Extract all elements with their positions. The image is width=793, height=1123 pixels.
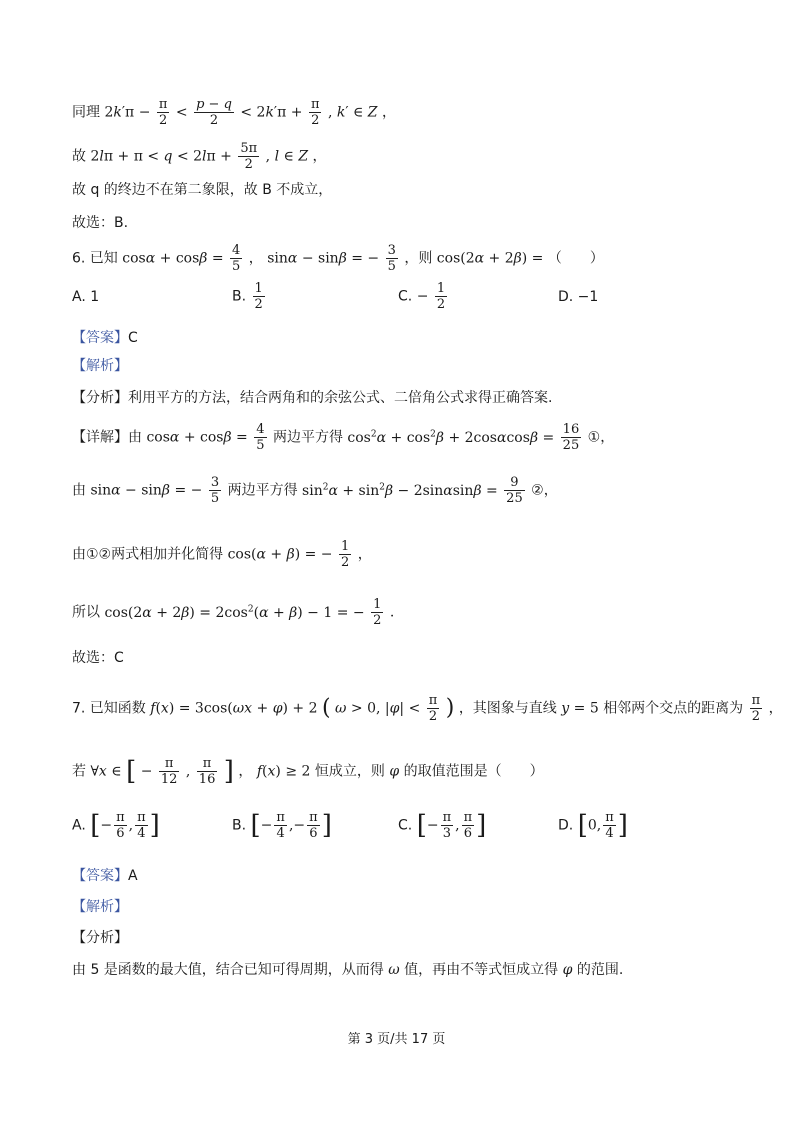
fraction: $\frac{\pi}{6}$ (116, 810, 125, 841)
formula: cos(α + β) = − (227, 546, 333, 563)
last-line (72, 960, 623, 980)
fraction: $\frac{\pi}{2}$ (310, 97, 320, 128)
formula: sinα − sinβ = − (267, 250, 380, 267)
fraction: $\frac{\pi}{16}$ (198, 756, 216, 787)
option-b (232, 810, 332, 841)
fraction: $\frac{9}{25}$ (506, 475, 523, 506)
option-a (72, 810, 160, 841)
text: ②， (531, 482, 558, 499)
fraction: $\frac{\pi}{2}$ (751, 693, 761, 724)
fraction: $\frac{\pi}{4}$ (605, 810, 614, 841)
fraction: $\frac{\pi}{2}$ (428, 693, 438, 724)
text: ， (381, 104, 396, 121)
detail-line-2 (72, 475, 558, 506)
formula: 0, (587, 817, 602, 834)
text: 若 (72, 763, 86, 780)
bracket: [ (126, 756, 137, 787)
choice-6: 故选：C (72, 650, 124, 666)
text: ， (312, 148, 327, 165)
text: 所以 (72, 604, 100, 621)
bracket: [ (416, 810, 427, 841)
formula: , l ∈ Z (265, 148, 309, 165)
text: D. (558, 817, 574, 834)
fraction: $\frac{p - q}{2}$ (196, 97, 232, 128)
text: 由 (128, 429, 142, 446)
text: 的取值范围是（ ） (403, 763, 544, 780)
formula: $\sin^2\alpha + \sin^2\beta - 2\sin\alpha\sin\beta$ = (302, 481, 498, 499)
bracket: ] (617, 810, 628, 841)
formula: ω (388, 962, 400, 978)
bracket: ] (223, 756, 234, 787)
text: C. (398, 288, 413, 305)
formula: , (455, 817, 460, 834)
text: 恒成立，则 (314, 763, 385, 780)
formula: cosα + cosβ = (146, 429, 248, 446)
formula: , (128, 817, 134, 834)
answer-7 (72, 866, 138, 886)
fraction: $\frac{1}{2}$ (373, 597, 382, 628)
analysis-6: 【解析】 (72, 358, 128, 374)
answer-value: A (128, 868, 138, 884)
answer-6 (72, 328, 138, 348)
formula: sinα − sinβ = − (90, 482, 203, 499)
text: C. (398, 817, 413, 834)
bracket: ] (149, 810, 160, 841)
option-a: A. 1 (72, 289, 100, 305)
text: 同理 (72, 104, 100, 121)
formula: , (185, 763, 191, 780)
text: 由 (72, 482, 86, 499)
text: 相邻两个交点的距离为 (603, 700, 744, 717)
text: 利用平方的方法，结合两角和的余弦公式、二倍角公式求得正确答案. (128, 390, 553, 406)
formula: 2k′π − (104, 104, 151, 121)
formula: ω > 0, |φ| < (335, 700, 421, 717)
text: 故 (72, 148, 86, 165)
option-b (232, 281, 267, 312)
question-7 (72, 693, 783, 724)
fraction: $\frac{1}{2}$ (254, 281, 263, 312)
text: 【分析】 (72, 390, 128, 406)
formula: < 2k′π + (240, 104, 303, 121)
text: 两边平方得 (227, 482, 298, 499)
fraction: $\frac{3}{5}$ (387, 243, 396, 274)
formula: f(x) = 3cos(ωx + φ) + 2 (150, 700, 318, 717)
formula: 2lπ + π < q < 2lπ + (90, 148, 232, 165)
paren: ) (445, 695, 455, 721)
fraction: $\frac{\pi}{2}$ (158, 97, 168, 128)
option-d (558, 810, 628, 841)
text: ， (768, 700, 783, 717)
answer-tag: 【答案】 (72, 868, 128, 884)
formula: ∀x ∈ (90, 763, 122, 780)
bracket: ] (476, 810, 487, 841)
analysis-summary-7: 【分析】 (72, 930, 128, 946)
text: ， (238, 763, 253, 780)
bracket: [ (250, 810, 261, 841)
formula: cosα + cosβ = (122, 250, 224, 267)
text: ①， (587, 429, 615, 446)
analysis-7: 【解析】 (72, 899, 128, 915)
formula: − (426, 817, 439, 834)
formula: − (100, 817, 113, 834)
fraction: $\frac{3}{5}$ (210, 475, 220, 506)
fraction: $\frac{\pi}{3}$ (442, 810, 452, 841)
formula: . (389, 604, 395, 621)
text: 【详解】 (72, 429, 128, 446)
bracket: [ (577, 810, 588, 841)
formula: $\cos(2\alpha + 2\beta) = 2\cos^2(\alpha + \beta) - 1$ = − (104, 603, 365, 621)
formula: ,− (288, 817, 306, 834)
answer-value: C (128, 330, 138, 346)
detail-line-1 (72, 422, 614, 453)
fraction: $\frac{\pi}{6}$ (463, 810, 473, 841)
formula: < (175, 104, 188, 121)
formula: , k′ ∈ Z (327, 104, 378, 121)
bracket: [ (90, 810, 101, 841)
page-footer: 第 3 页/共 17 页 (347, 1032, 446, 1047)
text: ， (357, 546, 372, 563)
formula: − (140, 763, 153, 780)
fraction: $\frac{16}{25}$ (562, 422, 580, 453)
fraction: $\frac{5\pi}{2}$ (240, 141, 258, 172)
line-2 (72, 141, 327, 172)
text: 的范围. (576, 962, 624, 978)
fraction: $\frac{\pi}{6}$ (309, 810, 318, 841)
question-6 (72, 243, 604, 274)
line-3: 故 q 的终边不在第二象限，故 B 不成立， (72, 182, 333, 198)
option-d: D. −1 (558, 289, 599, 305)
formula: − (260, 817, 273, 834)
bracket: ] (321, 810, 332, 841)
analysis-summary-6 (72, 388, 552, 408)
text: ，其图象与直线 (458, 700, 557, 717)
text: 两边平方得 (272, 429, 343, 446)
formula: f(x) ≥ 2 (256, 763, 311, 780)
formula: y = 5 (561, 700, 599, 717)
text: ， (248, 250, 263, 267)
text: 值，再由不等式恒成立得 (404, 962, 559, 978)
detail-line-3 (72, 539, 372, 570)
text: B. (232, 288, 247, 305)
fraction: $\frac{\pi}{4}$ (276, 810, 285, 841)
formula: $\cos^2\alpha + \cos^2\beta + 2\cos\alpha\cos\beta$ = (347, 428, 555, 446)
text: 7. 已知函数 (72, 700, 146, 717)
option-c (398, 281, 449, 312)
answer-tag: 【答案】 (72, 330, 128, 346)
text: ，则 (404, 250, 433, 267)
question-7-cont (72, 756, 544, 787)
fraction: $\frac{1}{2}$ (340, 539, 350, 570)
text: 由①②两式相加并化简得 (72, 546, 224, 563)
text: A. (72, 817, 86, 834)
detail-line-4 (72, 597, 394, 628)
formula: φ (562, 962, 573, 978)
paren: ( (321, 695, 331, 721)
text: 由 5 是函数的最大值，结合已知可得周期，从而得 (72, 962, 384, 978)
fraction: $\frac{\pi}{12}$ (160, 756, 178, 787)
fraction: $\frac{4}{5}$ (232, 243, 241, 274)
formula: − (416, 288, 429, 305)
text: （ ） (547, 250, 604, 267)
line-4: 故选：B. (72, 215, 129, 231)
line-1 (72, 97, 396, 128)
fraction: $\frac{\pi}{4}$ (137, 810, 146, 841)
fraction: $\frac{1}{2}$ (436, 281, 446, 312)
formula: cos(2α + 2β) = (436, 250, 544, 267)
text: 6. 已知 (72, 250, 118, 267)
text: B. (232, 817, 247, 834)
option-c (398, 810, 486, 841)
formula: φ (389, 763, 400, 780)
fraction: $\frac{4}{5}$ (256, 422, 265, 453)
